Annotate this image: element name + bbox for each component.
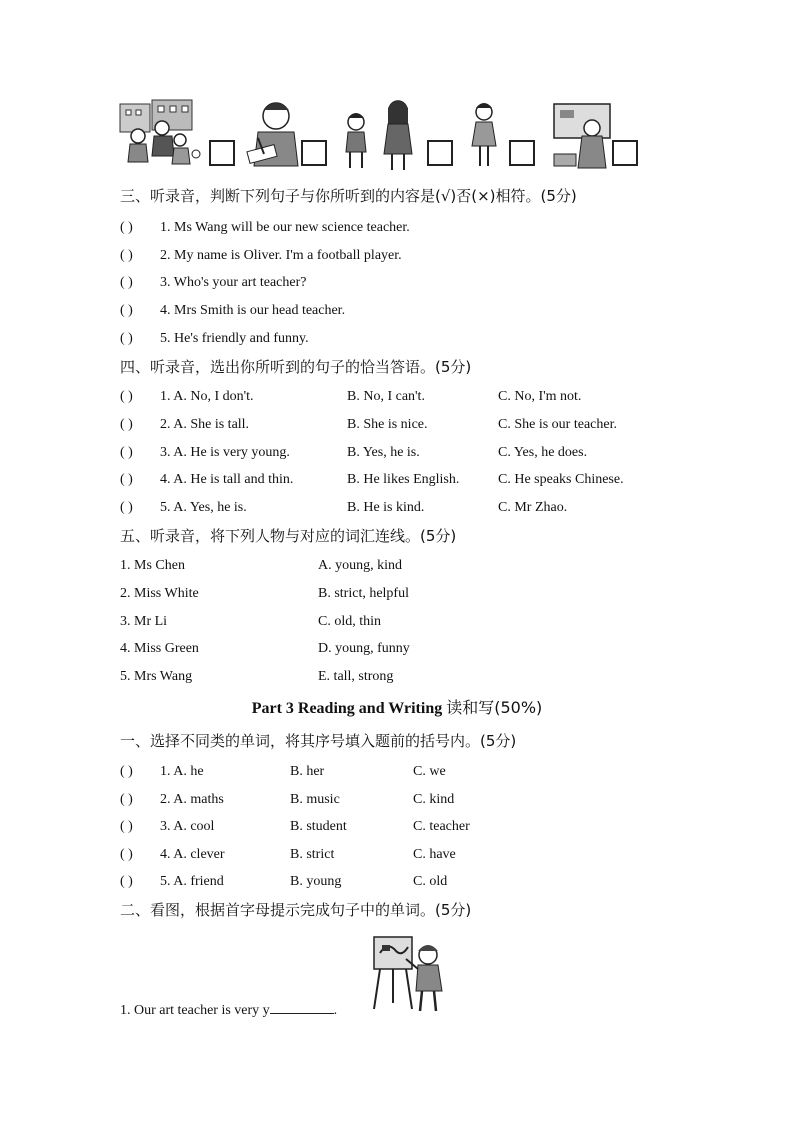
art-teacher-image (370, 933, 450, 1015)
section4-row-3-c: C. Yes, he does. (498, 445, 588, 460)
reading1-row-4-b: B. strict (290, 847, 335, 862)
reading1-row-1-b: B. her (290, 764, 325, 779)
reading1-row-3-b: B. student (290, 819, 347, 834)
part3-title: Part 3 Reading and Writing 读和写(50%) (251, 698, 543, 717)
section5-left-5: 5. Mrs Wang (120, 669, 193, 684)
section5-right-2: B. strict, helpful (318, 586, 409, 601)
reading1-row-1-c: C. we (413, 764, 446, 779)
reading1-row-5-b: B. young (290, 874, 342, 889)
answer-box-2[interactable] (301, 140, 327, 166)
reading1-heading: 一、选择不同类的单词，将其序号填入题前的括号内。(5分) (120, 732, 517, 750)
reading1-row-4: ( ) 4. A. clever (120, 847, 225, 862)
section3-item-4: ( ) 4. Mrs Smith is our head teacher. (120, 303, 346, 318)
reading1-row-5-c: C. old (413, 874, 448, 889)
section5-heading: 五、听录音，将下列人物与对应的词汇连线。(5分) (120, 527, 457, 545)
section4-row-5-c: C. Mr Zhao. (498, 500, 568, 515)
section4-row-3-b: B. Yes, he is. (347, 445, 420, 460)
section4-row-1: ( ) 1. A. No, I don't. (120, 389, 254, 404)
section4-row-2: ( ) 2. A. She is tall. (120, 417, 250, 432)
answer-box-5[interactable] (612, 140, 638, 166)
section4-row-4: ( ) 4. A. He is tall and thin. (120, 472, 294, 487)
reading1-row-4-c: C. have (413, 847, 456, 862)
section3-item-3: ( ) 3. Who's your art teacher? (120, 275, 307, 290)
reading1-row-5: ( ) 5. A. friend (120, 874, 224, 889)
reading1-row-1: ( ) 1. A. he (120, 764, 204, 779)
picture-strip (118, 98, 648, 172)
section5-right-4: D. young, funny (318, 641, 410, 656)
section4-row-3: ( ) 3. A. He is very young. (120, 445, 290, 460)
answer-box-3[interactable] (427, 140, 453, 166)
section3-item-2: ( ) 2. My name is Oliver. I'm a football player. (120, 248, 402, 263)
reading1-row-3-c: C. teacher (413, 819, 470, 834)
reading2-heading: 二、看图，根据首字母提示完成句子中的单词。(5分) (120, 901, 472, 919)
section4-row-2-b: B. She is nice. (347, 417, 428, 432)
section4-row-4-b: B. He likes English. (347, 472, 460, 487)
art-teacher-painting-image (370, 933, 450, 1015)
answer-box-4[interactable] (509, 140, 535, 166)
section4-row-5: ( ) 5. A. Yes, he is. (120, 500, 247, 515)
section5-left-2: 2. Miss White (120, 586, 199, 601)
section5-left-1: 1. Ms Chen (120, 558, 185, 573)
section4-row-4-c: C. He speaks Chinese. (498, 472, 624, 487)
section3-heading: 三、听录音，判断下列句子与你所听到的内容是(√)否(×)相符。(5分) (120, 187, 577, 205)
children-playing-image (118, 98, 648, 172)
section5-right-5: E. tall, strong (318, 669, 394, 684)
section4-heading: 四、听录音，选出你所听到的句子的恰当答语。(5分) (120, 358, 472, 376)
answer-blank[interactable] (270, 999, 334, 1014)
section4-row-1-b: B. No, I can't. (347, 389, 425, 404)
reading1-row-2-c: C. kind (413, 792, 455, 807)
section5-right-3: C. old, thin (318, 614, 382, 629)
section3-item-5: ( ) 5. He's friendly and funny. (120, 331, 309, 346)
section5-left-3: 3. Mr Li (120, 614, 168, 629)
section4-row-2-c: C. She is our teacher. (498, 417, 617, 432)
reading1-row-3: ( ) 3. A. cool (120, 819, 215, 834)
reading2-sentence-1: 1. Our art teacher is very y . (120, 999, 337, 1021)
reading1-row-2-b: B. music (290, 792, 340, 807)
section4-row-1-c: C. No, I'm not. (498, 389, 582, 404)
section5-left-4: 4. Miss Green (120, 641, 199, 656)
reading1-row-2: ( ) 2. A. maths (120, 792, 224, 807)
section4-row-5-b: B. He is kind. (347, 500, 425, 515)
section3-item-1: ( ) 1. Ms Wang will be our new science teacher. (120, 220, 410, 235)
answer-box-1[interactable] (209, 140, 235, 166)
section5-right-1: A. young, kind (318, 558, 402, 573)
